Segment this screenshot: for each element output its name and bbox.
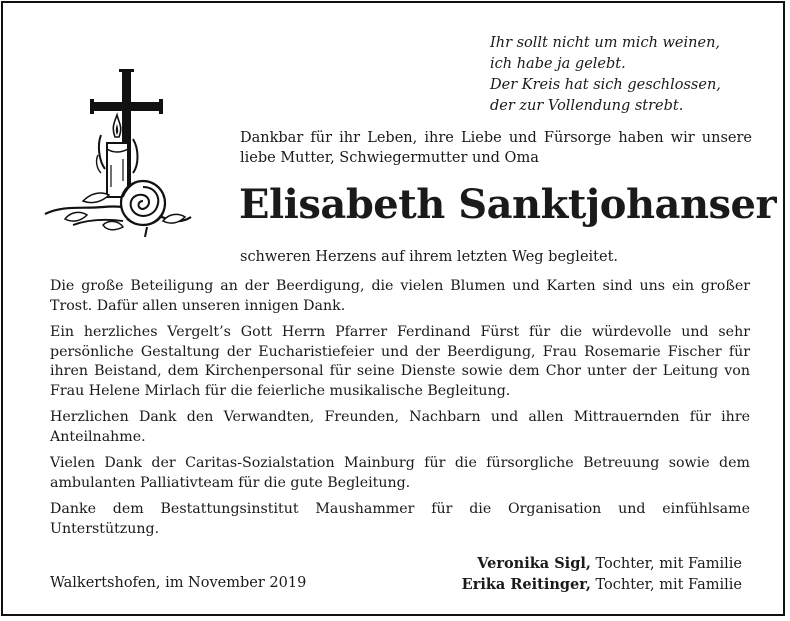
thank-you-text xyxy=(50,277,750,546)
intro-text: Dankbar für ihr Leben, ihre Liebe und Fürsorge haben wir unsere liebe Mutter, Schwiegermutter und Oma xyxy=(240,130,752,166)
signer-line xyxy=(462,575,742,596)
signer-name: Erika Reitinger, xyxy=(461,575,591,593)
signer-relation: Tochter, mit Familie xyxy=(590,556,742,572)
poem-line: der zur Vollendung strebt. xyxy=(490,98,684,114)
paragraph: Danke dem Bestattungsinstitut Maushammer für die Organisation und einfühlsame Unterstützung. xyxy=(50,501,750,537)
poem-line: Ihr sollt nicht um mich weinen, xyxy=(490,35,721,51)
deceased-name: Elisabeth Sanktjohanser xyxy=(239,181,777,228)
obituary-card xyxy=(1,1,785,616)
cross-candle-rose-artwork xyxy=(43,69,193,237)
signers-block xyxy=(462,554,742,595)
paragraph: Herzlichen Dank den Verwandten, Freunden, Nachbarn und allen Mittrauernden für ihre Anteilnahme. xyxy=(50,409,750,445)
paragraph: Die große Beteiligung an der Beerdigung, die vielen Blumen und Karten sind uns ein großer Trost. Dafür allen unseren innigen Dank. xyxy=(50,278,750,314)
paragraph: Ein herzliches Vergelt’s Gott Herrn Pfarrer Ferdinand Fürst für die würdevolle und sehr persönliche Gestaltung der Eucharistiefeier und der Beerdigung, Frau Rosemarie Fischer für ihren Beistand, dem Kirchenpersonal für seine Dienste sowie dem Chor unter der Leitung von Frau Helene Mirlach für die feierliche musikalische Begleitung. xyxy=(50,324,750,399)
paragraph: Vielen Dank der Caritas-Sozialstation Mainburg für die fürsorgliche Betreuung sowie dem ambulanten Palliativteam für die gute Begleitung. xyxy=(50,455,750,491)
signer-relation: Tochter, mit Familie xyxy=(590,576,742,593)
signer-name: Veronika Sigl, xyxy=(477,555,591,572)
poem-line: ich habe ja gelebt. xyxy=(490,56,626,72)
poem-line: Der Kreis hat sich geschlossen, xyxy=(490,77,721,93)
memorial-poem xyxy=(490,33,780,117)
place-date: Walkertshofen, im November 2019 xyxy=(50,575,307,591)
after-name-text: schweren Herzens auf ihrem letzten Weg begleitet. xyxy=(240,249,619,265)
signer-line xyxy=(462,554,742,575)
